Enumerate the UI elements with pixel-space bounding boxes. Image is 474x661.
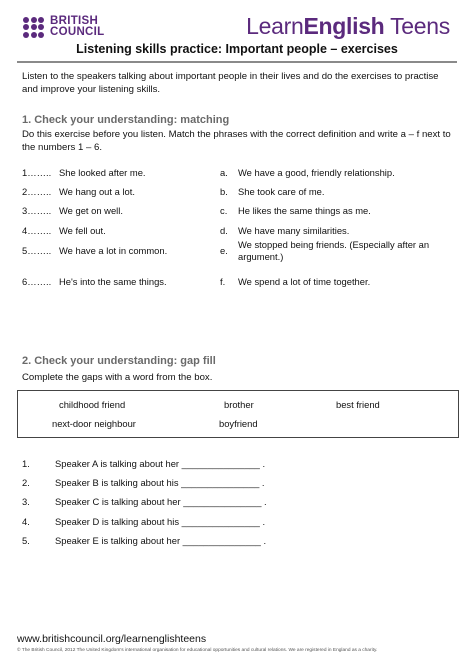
section2-heading: 2. Check your understanding: gap fill: [22, 355, 216, 367]
page-header: [0, 0, 474, 63]
matching-definition: We have a good, friendly relationship.: [238, 167, 395, 178]
gap-fill-number: 1.: [22, 458, 30, 469]
section1-instructions: Do this exercise before you listen. Match the phrases with the correct definition and write a – f next to the numbers 1 – 6.: [22, 129, 451, 153]
matching-row: [22, 239, 452, 265]
matching-phrase: He's into the same things.: [59, 276, 167, 287]
matching-definition: We spend a lot of time together.: [238, 276, 371, 287]
matching-row: [22, 205, 452, 225]
matching-letter: e.: [220, 245, 228, 256]
british-council-logo: [23, 16, 105, 38]
le-logo-teens: Teens: [384, 13, 450, 39]
gap-fill-sentence[interactable]: Speaker A is talking about her _______________ .: [55, 458, 266, 469]
matching-definition: She took care of me.: [238, 186, 325, 197]
matching-letter: a.: [220, 167, 228, 178]
matching-letter: c.: [220, 205, 228, 216]
gap-fill-item: [22, 496, 452, 512]
matching-phrase: We get on well.: [59, 205, 123, 216]
gap-fill-number: 4.: [22, 516, 30, 527]
page-title: Listening skills practice: Important people – exercises: [76, 42, 398, 56]
word-box-item: next-door neighbour: [52, 418, 136, 429]
matching-definition: We have many similarities.: [238, 225, 350, 236]
matching-number[interactable]: 1……..: [22, 167, 52, 178]
matching-definition: He likes the same things as me.: [238, 205, 371, 216]
british-council-dots-icon: [23, 17, 44, 38]
gap-fill-number: 3.: [22, 496, 30, 507]
word-box-item: best friend: [336, 399, 380, 410]
word-box-item: childhood friend: [59, 399, 126, 410]
word-box: [17, 390, 459, 438]
section2-instructions: Complete the gaps with a word from the box.: [22, 372, 213, 383]
bc-logo-line2: COUNCIL: [50, 26, 105, 38]
gap-fill-sentence[interactable]: Speaker B is talking about his _______________ .: [55, 477, 265, 488]
intro-text: Listen to the speakers talking about important people in their lives and do the exercises to practise and improve your listening skills.: [22, 71, 439, 95]
matching-row: [22, 186, 452, 206]
le-logo-english: English: [303, 13, 385, 39]
matching-row: [22, 167, 452, 187]
learnenglish-teens-logo: [246, 13, 450, 40]
footer-url[interactable]: www.britishcouncil.org/learnenglishteens: [17, 633, 207, 645]
gap-fill-sentence[interactable]: Speaker D is talking about his _______________ .: [55, 516, 266, 527]
matching-letter: f.: [220, 276, 226, 287]
matching-phrase: We have a lot in common.: [59, 245, 168, 256]
footer-copyright: © The British Council, 2012 The United Kingdom's international organisation for educational opportunities and cultural relations. We are registered in England as a charity.: [17, 648, 378, 653]
matching-number[interactable]: 2……..: [22, 186, 52, 197]
matching-row: [22, 276, 452, 296]
header-divider: [17, 61, 457, 63]
matching-phrase: She looked after me.: [59, 167, 146, 178]
matching-phrase: We hang out a lot.: [59, 186, 135, 197]
matching-letter: d.: [220, 225, 228, 236]
matching-letter: b.: [220, 186, 228, 197]
matching-definition: We stopped being friends. (Especially after an argument.): [238, 239, 430, 262]
gap-fill-item: [22, 458, 452, 474]
le-logo-learn: Learn: [246, 13, 304, 39]
gap-fill-number: 2.: [22, 477, 30, 488]
gap-fill-item: [22, 535, 452, 551]
matching-phrase: We fell out.: [59, 225, 106, 236]
matching-number[interactable]: 5……..: [22, 245, 52, 256]
bc-logo-line1: BRITISH: [50, 15, 99, 27]
gap-fill-sentence[interactable]: Speaker E is talking about her _______________ .: [55, 535, 267, 546]
word-box-item: brother: [224, 399, 254, 410]
gap-fill-sentence[interactable]: Speaker C is talking about her _______________ .: [55, 496, 267, 507]
matching-number[interactable]: 4……..: [22, 225, 52, 236]
gap-fill-number: 5.: [22, 535, 30, 546]
section1-heading: 1. Check your understanding: matching: [22, 114, 230, 126]
gap-fill-item: [22, 477, 452, 493]
matching-number[interactable]: 6……..: [22, 276, 52, 287]
word-box-item: boyfriend: [219, 418, 258, 429]
gap-fill-item: [22, 516, 452, 532]
matching-number[interactable]: 3……..: [22, 205, 52, 216]
